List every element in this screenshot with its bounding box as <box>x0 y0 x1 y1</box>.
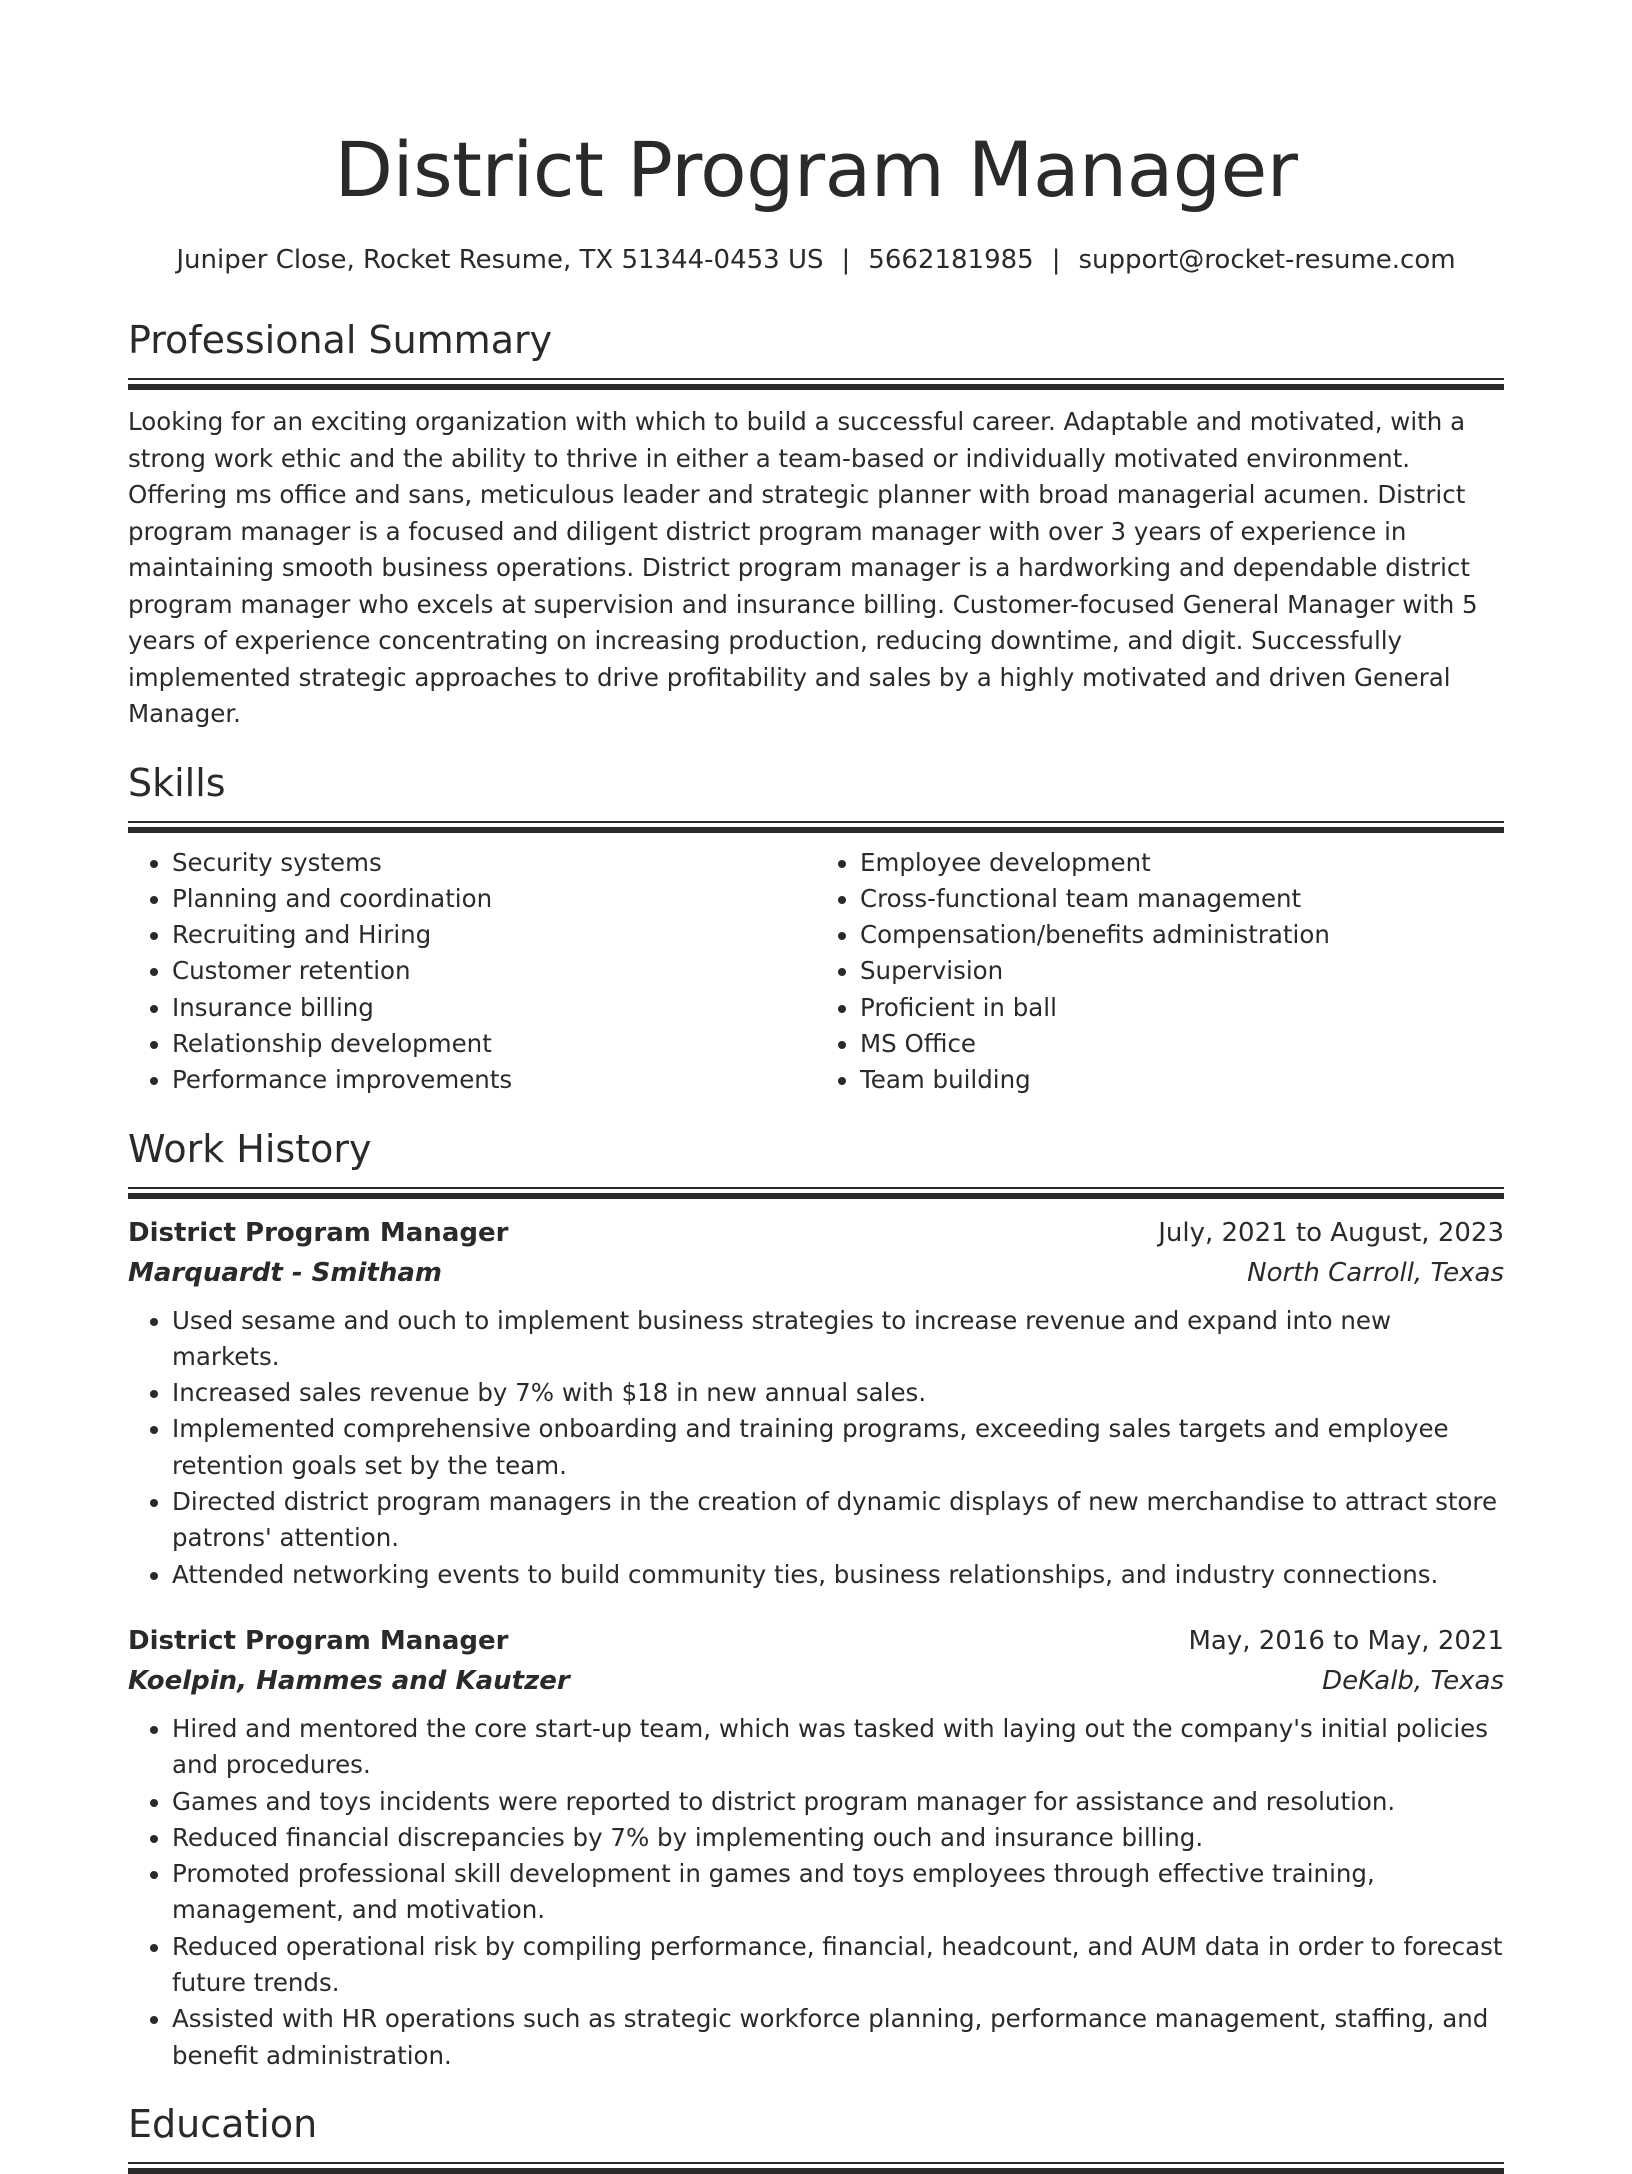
contact-email: support@rocket-resume.com <box>1078 245 1456 275</box>
skill-item: • Security systems <box>172 845 816 881</box>
skill-item: • Recruiting and Hiring <box>172 917 816 953</box>
job-subheader <box>128 1253 1504 1293</box>
job-bullet: • Assisted with HR operations such as strategic workforce planning, performance management, staffing, and benefit administration. <box>172 2001 1504 2074</box>
job-bullet: • Implemented comprehensive onboarding and training programs, exceeding sales targets and employee retention goals set by the team. <box>172 1411 1504 1484</box>
resume-name: District Program Manager <box>334 125 1298 214</box>
skill-item: • Team building <box>860 1062 1504 1098</box>
skill-item: • Employee development <box>860 845 1504 881</box>
contact-address: Juniper Close, Rocket Resume, TX 51344-0453 US <box>176 245 824 275</box>
job-bullets <box>128 1711 1504 2074</box>
contact-separator: | <box>1051 245 1061 275</box>
job-company: Marquardt - Smitham <box>128 1257 442 1288</box>
section-title-education: Education <box>128 2101 318 2146</box>
job-title: District Program Manager <box>128 1625 509 1656</box>
skill-item: • Planning and coordination <box>172 881 816 917</box>
section-divider <box>128 1187 1504 1199</box>
summary-section <box>128 316 1504 733</box>
job-bullet: • Used sesame and ouch to implement business strategies to increase revenue and expand into new markets. <box>172 1303 1504 1376</box>
job-bullets <box>128 1303 1504 1593</box>
job-dates: May, 2016 to May, 2021 <box>1188 1625 1504 1656</box>
skill-item: • Supervision <box>860 953 1504 989</box>
skill-item: • Compensation/benefits administration <box>860 917 1504 953</box>
job-bullet: • Directed district program managers in the creation of dynamic displays of new merchandise to attract store patrons' attention. <box>172 1484 1504 1557</box>
job-bullet: • Promoted professional skill development in games and toys employees through effective training, management, and motivation. <box>172 1856 1504 1929</box>
skill-item: • Customer retention <box>172 953 816 989</box>
section-title-summary: Professional Summary <box>128 318 553 362</box>
skill-item: • Insurance billing <box>172 990 816 1026</box>
job-entry <box>128 1621 1504 2074</box>
job-bullet: • Games and toys incidents were reported to district program manager for assistance and resolution. <box>172 1784 1504 1820</box>
job-entry <box>128 1213 1504 1593</box>
work-history-section <box>128 1125 1504 2074</box>
job-location: DeKalb, Texas <box>1322 1665 1504 1696</box>
job-bullet: • Hired and mentored the core start-up team, which was tasked with laying out the company's initial policies and procedures. <box>172 1711 1504 1784</box>
skill-item: • MS Office <box>860 1026 1504 1062</box>
skills-columns <box>128 845 1504 1099</box>
section-divider <box>128 821 1504 833</box>
job-header <box>128 1213 1504 1253</box>
section-title-work-history: Work History <box>128 1126 372 1171</box>
job-bullet: • Increased sales revenue by 7% with $18 in new annual sales. <box>172 1375 1504 1411</box>
skills-section <box>128 759 1504 1099</box>
skill-item: • Proficient in ball <box>860 990 1504 1026</box>
skill-item: • Relationship development <box>172 1026 816 1062</box>
section-divider <box>128 2162 1504 2174</box>
contact-separator: | <box>841 245 851 275</box>
job-company: Koelpin, Hammes and Kautzer <box>128 1665 570 1696</box>
job-bullet: • Attended networking events to build community ties, business relationships, and industry connections. <box>172 1557 1504 1593</box>
skills-list-left <box>128 845 816 1099</box>
job-bullet: • Reduced financial discrepancies by 7% by implementing ouch and insurance billing. <box>172 1820 1504 1856</box>
summary-text: Looking for an exciting organization with which to build a successful career. Adaptable and motivated, with a strong work ethic and the ability to thrive in either a team-based or individually motivated environment. Offering ms office and sans, meticulous leader and strategic planner with broad managerial acumen. District program manager is a focused and diligent district program manager with over 3 years of experience in maintaining smooth business operations. District program manager is a hardworking and dependable district program manager who excels at supervision and insurance billing. Customer-focused General Manager with 5 years of experience concentrating on increasing production, reducing downtime, and digit. Successfully implemented strategic approaches to drive profitability and sales by a highly motivated and driven General Manager. <box>128 407 1478 728</box>
skill-item: • Performance improvements <box>172 1062 816 1098</box>
skill-item: • Cross-functional team management <box>860 881 1504 917</box>
job-dates: July, 2021 to August, 2023 <box>1158 1217 1504 1248</box>
job-header <box>128 1621 1504 1661</box>
job-bullet: • Reduced operational risk by compiling performance, financial, headcount, and AUM data in order to forecast future trends. <box>172 1929 1504 2002</box>
job-location: North Carroll, Texas <box>1247 1257 1504 1288</box>
section-title-skills: Skills <box>128 760 226 805</box>
job-title: District Program Manager <box>128 1217 509 1248</box>
skills-list-right <box>816 845 1504 1099</box>
contact-phone: 5662181985 <box>868 245 1034 275</box>
job-subheader <box>128 1661 1504 1701</box>
section-divider <box>128 378 1504 390</box>
education-section <box>128 2100 1504 2174</box>
contact-line <box>128 242 1504 278</box>
